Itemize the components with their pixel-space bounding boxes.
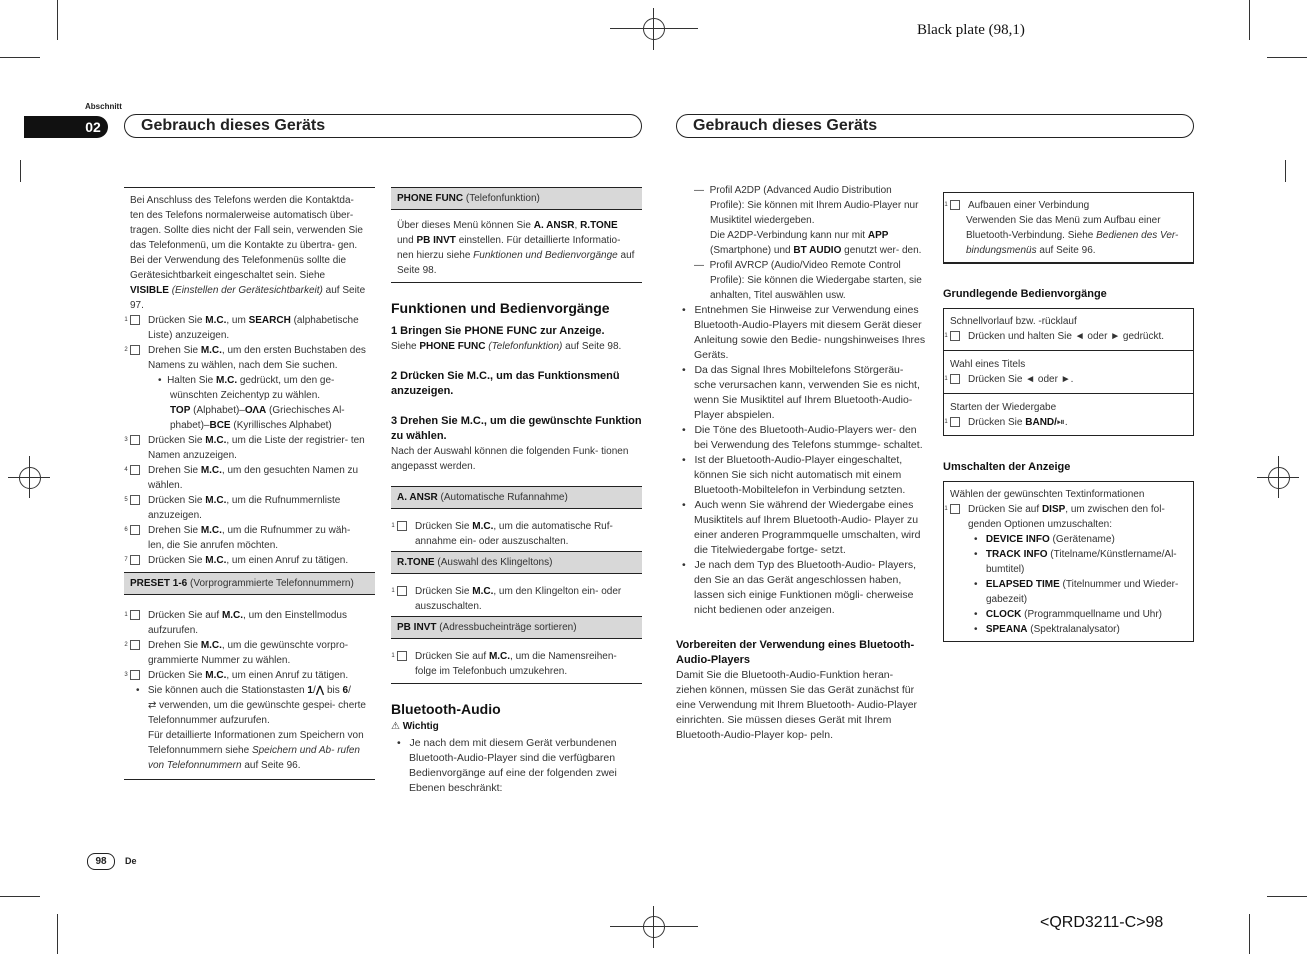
page-number: 98 [87, 853, 115, 870]
section-number: 02 [85, 119, 101, 135]
up-arrow-icon: ⋀ [315, 685, 325, 696]
option-5: • SPEANA (Spektralanalysator) [974, 624, 1120, 635]
registration-circle [643, 18, 665, 40]
pbinvt-body: 1 Drücken Sie auf M.C., um die Namensreihen- folge im Telefonbuch umzukehren. [391, 639, 642, 684]
basic-ops-title: Grundlegende Bedienvorgänge [943, 288, 1107, 300]
intro-ref: auf Seite 97. [130, 285, 366, 311]
preset-section [124, 595, 375, 780]
select-label: Wahl eines Titels [950, 359, 1026, 370]
bt-note-4: • Ist der Bluetooth-Audio-Player eingeschaltet, können Sie sich nicht automatisch mit einem Bluetooth-Mobiltelefon in Verbindung setzten. [682, 454, 906, 496]
registration-circle [1268, 467, 1290, 489]
document-code: <QRD3211-C>98 [1040, 914, 1164, 931]
bt-note-6: • Je nach dem Typ des Bluetooth-Audio- Players, den Sie an das Gerät angeschlossen haben, lassen sich einige Funktionen mögli- cherweise nicht bedienen oder anzeigen. [682, 559, 917, 616]
section-number-tab [24, 116, 108, 138]
step-1: 1 Drücken Sie M.C., um SEARCH (alphabetische Liste) anzuzeigen. [124, 315, 359, 341]
visible-setting: VISIBLE [130, 285, 169, 296]
func-step-3-title: 3 Drehen Sie M.C., um die gewünschte Funktion zu wählen. [391, 415, 642, 442]
func-step-1-title: 1 Bringen Sie PHONE FUNC zur Anzeige. [391, 325, 605, 337]
crop-mark [57, 0, 58, 40]
preset-step-2: 2 Drehen Sie M.C., um die gewünschte vorpro- grammierte Nummer zu wählen. [124, 640, 349, 666]
bt-bullet: • Je nach dem mit diesem Gerät verbundenen Bluetooth-Audio-Player sind die verfügbaren Bedienvorgänge auf eine der folgenden zwei Ebenen beschränkt: [397, 737, 617, 794]
step-5: 5 Drücken Sie M.C., um die Rufnummernliste anzuzeigen. [124, 495, 341, 521]
step-2: 2 Drehen Sie M.C., um den ersten Buchstaben des Namens zu wählen, nach dem Sie suchen. [124, 345, 366, 371]
preset-header: PRESET 1-6 (Vorprogrammierte Telefonnummern) [124, 572, 375, 595]
crop-mark [0, 896, 40, 897]
step-7: 7 Drücken Sie M.C., um einen Anruf zu tätigen. [124, 555, 349, 566]
registration-circle [19, 467, 41, 489]
ansr-body: 1 Drücken Sie M.C., um die automatische Ruf- annahme ein- oder auszuschalten. [391, 521, 613, 547]
phone-func-desc: Über dieses Menü können Sie A. ANSR, R.TONE und PB INVT einstellen. Für detaillierte Informatio- nen hierzu siehe Funktionen und Bedienvorgänge auf Seite 98. [391, 210, 642, 283]
bt-note-5: • Auch wenn Sie während der Wiedergabe eines Musiktitels auf Ihrem Bluetooth-Audio- Player zu einer anderen Programmquelle umschalten, wird die Titelwiedergabe fortge- setzt. [682, 499, 921, 556]
prep-text: Damit Sie die Bluetooth-Audio-Funktion heran- ziehen können, müssen Sie das Gerät zunächst für eine Verwendung mit Ihrem Bluetooth- Audio-Player einrichten. Sie müssen dieses Gerät mit Ihrem Bluetooth-Audio-Player kop- peln. [676, 669, 918, 741]
language-code: De [125, 856, 137, 866]
intro-text: Bei Anschluss des Telefons werden die Kontaktda- ten des Telefons normalerweise automatisch über- tragen. Sollte dies nicht der Fall sein, verwenden Sie das Telefonmenü, um die Kontakte zu übertra- gen. Bei der Verwendung des Telefonmenüs sollte die Gerätesichtbarkeit eingeschaltet sein. Siehe [130, 195, 363, 281]
preset-step-3: 3 Drücken Sie M.C., um einen Anruf zu tätigen. [124, 670, 349, 681]
crop-mark [1267, 57, 1307, 58]
profile-avrcp: — Profil AVRCP (Audio/Video Remote Control Profile): Sie können die Wiedergabe starten, sie anhalten, Titel auswählen usw. [694, 260, 922, 301]
important-note: ⚠ Wichtig [391, 721, 439, 732]
column-3 [676, 183, 926, 743]
step-3: 3 Drücken Sie M.C., um die Liste der registrier- ten Namen anzuzeigen. [124, 435, 365, 461]
step-4: 4 Drehen Sie M.C., um den gesuchten Namen zu wählen. [124, 465, 359, 491]
rtone-body: 1 Drücken Sie M.C., um den Klingelton ein- oder auszuschalten. [391, 586, 622, 612]
page-heading-right: Gebrauch dieses Geräts [676, 114, 1194, 138]
option-2: • TRACK INFO (Titelname/Künstlername/Al- bumtitel) [974, 549, 1177, 575]
profile-a2dp: — Profil A2DP (Advanced Audio Distribution Profile): Sie können mit Ihrem Audio-Player nur Musiktitel wiedergeben. Die A2DP-Verbindung kann nur mit APP (Smartphone) und BT AUDIO genutzt wer- den. [694, 185, 922, 256]
bluetooth-audio-title: Bluetooth-Audio [391, 701, 501, 717]
pause-icon: ⏯ [1056, 417, 1065, 428]
func-step-3-text: Nach der Auswahl können die folgenden Funk- tionen angepasst werden. [391, 446, 629, 472]
crop-mark [20, 160, 21, 182]
ansr-header: A. ANSR (Automatische Rufannahme) [391, 486, 642, 509]
display-box: Wählen der gewünschten Textinformationen 1 Drücken Sie auf DISP, um zwischen den fol- genden Optionen umzuschalten: • DEVICE INFO (Gerätename) • TRACK INFO (Titelname/Künstlername/Al- bumtitel) • ELAPSED TIME (Titelnummer und Wieder- gabezeit) • CLOCK (Programmquellname und Uhr) • SPEANA (Spektralanalysator) [943, 481, 1194, 642]
plate-label: Black plate (98,1) [917, 22, 1025, 38]
option-1: • DEVICE INFO (Gerätename) [974, 534, 1115, 545]
column-2 [391, 187, 642, 796]
option-4: • CLOCK (Programmquellname und Uhr) [974, 609, 1163, 620]
bt-note-1: • Entnehmen Sie Hinweise zur Verwendung eines Bluetooth-Audio-Players mit diesem Gerät dieser Anleitung sowie den Bedie- nungshinweises Ihres Geräts. [682, 304, 926, 361]
play-label: Starten der Wiedergabe [950, 402, 1057, 413]
crop-mark [1285, 160, 1286, 182]
crop-mark [1249, 914, 1250, 954]
crop-mark [0, 57, 40, 58]
sub-bullet: • Halten Sie M.C. gedrückt, um den ge- wünschten Zeichentyp zu wählen. TOP (Alphabet)–ΟΛΑ (Griechisches Al- phabet)–BCE (Kyrillisches Alphabet) [158, 375, 345, 431]
intro-italic: (Einstellen der Gerätesichtbarkeit) [171, 285, 323, 296]
crop-mark [1267, 896, 1307, 897]
option-3: • ELAPSED TIME (Titelnummer und Wieder- gabezeit) [974, 579, 1179, 605]
preset-step-1: 1 Drücken Sie auf M.C., um den Einstellmodus aufzurufen. [124, 610, 347, 636]
display-label: Wählen der gewünschten Textinformationen [950, 489, 1145, 500]
column-1 [124, 187, 375, 780]
bt-note-2: • Da das Signal Ihres Mobiltelefons Störgeräu- sche verursachen kann, verwenden Sie es nicht, wenn Sie Musiktitel auf Ihrem Bluetooth-Audio-Player abspielen. [682, 364, 920, 421]
crop-mark [57, 914, 58, 954]
preset-bullet: • Sie können auch die Stationstasten 1/⋀ bis 6/ ⇄ verwenden, um die gewünschte gespei- cherte Telefonnummer aufzurufen. Für detaillierte Informationen zum Speichern von Telefonnummern siehe Speichern und Ab- rufen von Telefonnummern auf Seite 96. [136, 685, 366, 771]
pbinvt-header: PB INVT (Adressbucheinträge sortieren) [391, 616, 642, 639]
prep-title: Vorbereiten der Verwendung eines Bluetooth-Audio-Players [676, 639, 915, 666]
rtone-header: R.TONE (Auswahl des Klingeltons) [391, 551, 642, 574]
contacts-section [124, 187, 375, 572]
connection-box: 1 Aufbauen einer Verbindung Verwenden Sie das Menü zum Aufbau einer Bluetooth-Verbindung. Siehe Bedienen des Ver- bindungsmenüs auf Seite 96. [943, 192, 1194, 264]
display-title: Umschalten der Anzeige [943, 461, 1071, 473]
func-step-1-text: Siehe PHONE FUNC (Telefonfunktion) auf Seite 98. [391, 341, 622, 352]
ff-label: Schnellvorlauf bzw. -rücklauf [950, 316, 1077, 327]
registration-circle [643, 916, 665, 938]
bt-note-3: • Die Töne des Bluetooth-Audio-Players wer- den bei Verwendung des Telefons stummge- schaltet. [682, 424, 923, 451]
phone-func-header: PHONE FUNC (Telefonfunktion) [391, 187, 642, 210]
functions-title: Funktionen und Bedienvorgänge [391, 300, 610, 316]
column-4 [943, 192, 1194, 642]
step-6: 6 Drehen Sie M.C., um die Rufnummer zu wäh- len, die Sie anrufen möchten. [124, 525, 351, 551]
page-heading-left: Gebrauch dieses Geräts [124, 114, 642, 138]
section-label: Abschnitt [85, 102, 122, 111]
func-step-2-title: 2 Drücken Sie M.C., um das Funktionsmenü anzuzeigen. [391, 370, 620, 397]
crop-mark [1249, 0, 1250, 40]
basic-ops-box: Schnellvorlauf bzw. -rücklauf 1 Drücken und halten Sie ◄ oder ► gedrückt. Wahl eines Titels 1 Drücken Sie ◄ oder ►. Starten der Wiedergabe 1 Drücken Sie BAND/⏯. [943, 308, 1194, 436]
repeat-icon: ⇄ [148, 700, 157, 711]
important-icon: ⚠ [391, 721, 400, 732]
